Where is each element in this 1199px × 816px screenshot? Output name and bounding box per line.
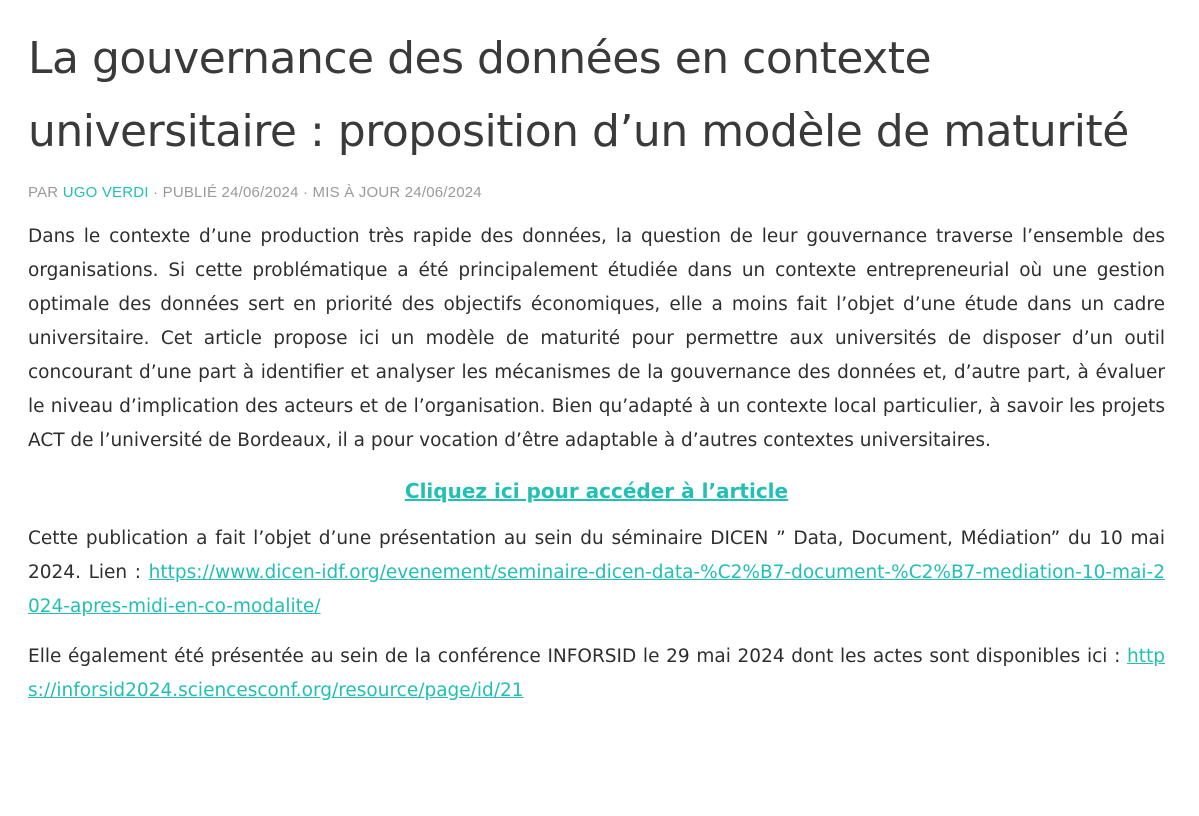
author-link[interactable]: UGO VERDI bbox=[62, 184, 149, 201]
article-abstract: Dans le contexte d’une production très rapide des données, la question de leur gouvernance traverse l’ensemble des organisations. Si cette problématique a été principalement étudiée dans un contexte entrepreneurial où une gestion optimale des données sert en priorité des objectifs économiques, elle a moins fait l’objet d’une étude dans un cadre universitaire. Cet article propose ici un modèle de maturité pour permettre aux universités de disposer d’un outil concourant d’une part à identifier et analyser les mécanismes de la gouvernance des données et, d’autre part, à évaluer le niveau d’implication des acteurs et de l’organisation. Bien qu’adapté à un contexte local particulier, à savoir les projets ACT de l’université de Bordeaux, il a pour vocation d’être adaptable à d’autres contextes universitaires. bbox=[28, 226, 1165, 451]
seminar-link[interactable]: https://www.dicen-idf.org/evenement/seminaire-dicen-data-%C2%B7-document-%C2%B7-mediation-10-mai-2024-apres-midi-en-co-modalite/ bbox=[28, 562, 1165, 617]
conference-paragraph bbox=[28, 640, 1165, 708]
article-access-cta bbox=[28, 474, 1165, 508]
access-article-link[interactable]: Cliquez ici pour accéder à l’article bbox=[404, 479, 789, 503]
meta-updated-date: · MIS À JOUR 24/06/2024 bbox=[298, 184, 482, 201]
conference-proceedings-link[interactable]: https://inforsid2024.sciencesconf.org/resource/page/id/21 bbox=[28, 646, 1165, 701]
post-meta bbox=[28, 183, 1165, 203]
page-title: La gouvernance des données en contexte universitaire : proposition d’un modèle de maturité bbox=[28, 33, 1129, 157]
seminar-text: Cette publication a fait l’objet d’une présentation au sein du séminaire DICEN ” Data, Document, Médiation” du 10 mai 2024. Lien : bbox=[28, 528, 1165, 583]
conference-text: Elle également été présentée au sein de la conférence INFORSID le 29 mai 2024 dont les actes sont disponibles ici : bbox=[28, 646, 1128, 667]
meta-by-prefix: PAR bbox=[28, 184, 63, 201]
seminar-paragraph bbox=[28, 522, 1165, 624]
meta-published-date: · PUBLIÉ 24/06/2024 bbox=[148, 184, 299, 201]
article bbox=[28, 0, 1165, 708]
